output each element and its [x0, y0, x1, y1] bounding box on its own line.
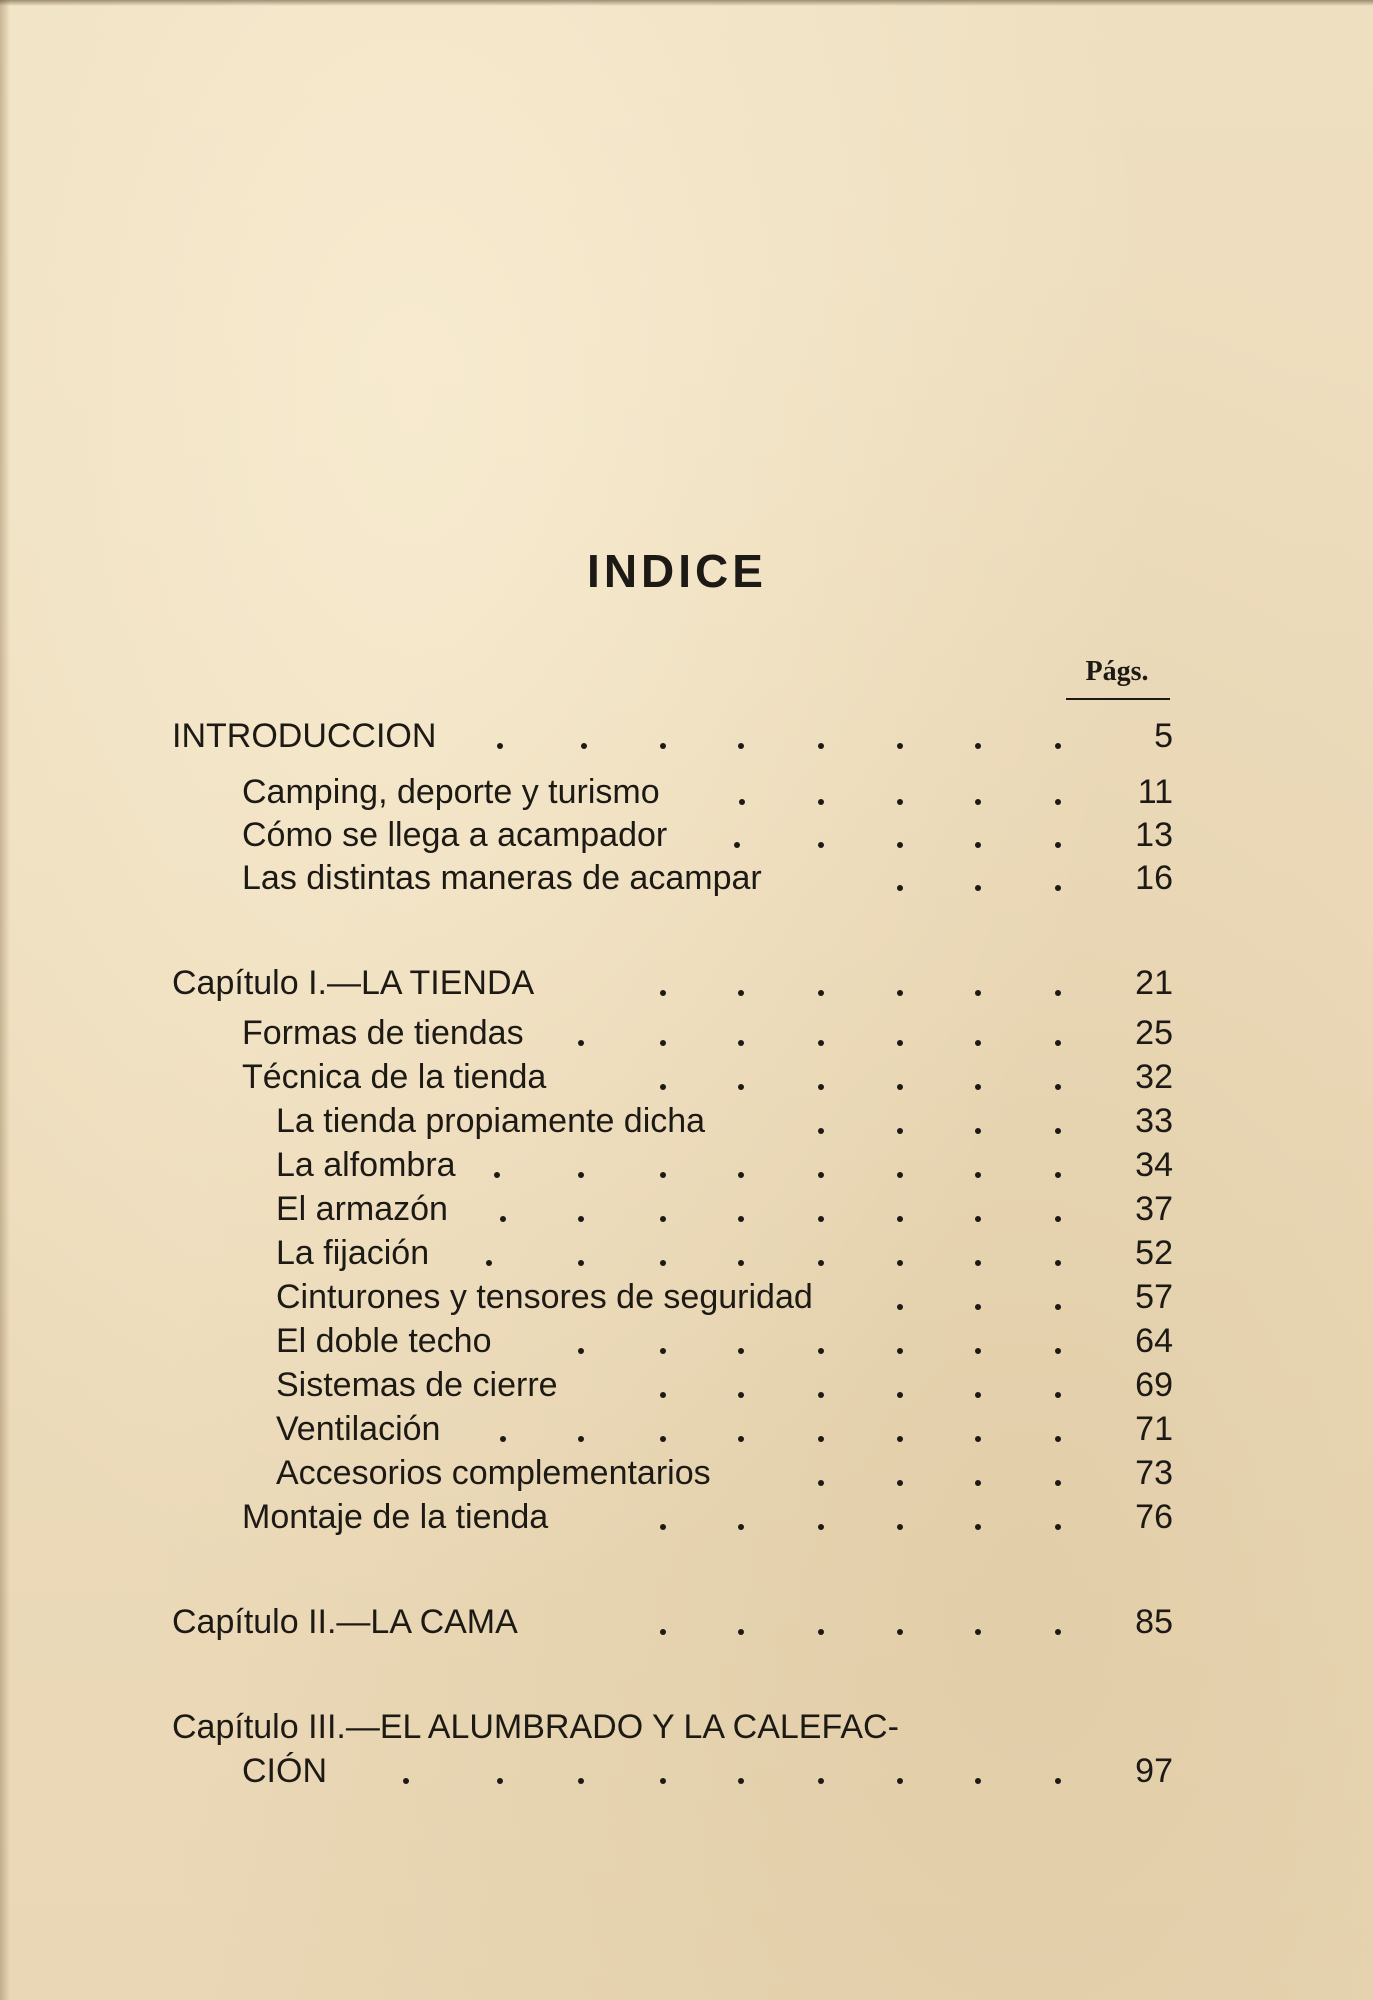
leader-dot	[975, 885, 981, 891]
leader-dot	[578, 1040, 584, 1046]
toc-entry-label: El armazón	[276, 1190, 448, 1228]
leader-dot	[818, 1392, 824, 1398]
toc-entry-doble-techo	[0, 1321, 1373, 1361]
toc-entry-alfombra	[0, 1145, 1373, 1185]
leader-dot	[818, 842, 824, 848]
leader-dot	[897, 799, 903, 805]
leader-dot	[497, 743, 503, 749]
leader-dot	[1055, 990, 1061, 996]
leader-dot	[660, 1216, 666, 1222]
leader-dot	[975, 1216, 981, 1222]
leader-dot	[738, 1392, 744, 1398]
leader-dot	[738, 990, 744, 996]
toc-entry-ventilacion	[0, 1409, 1373, 1449]
toc-entry-fijacion	[0, 1233, 1373, 1273]
toc-entry-page: 11	[1137, 773, 1173, 811]
leader-dot	[578, 1348, 584, 1354]
leader-dot	[897, 743, 903, 749]
toc-entry-page: 16	[1135, 859, 1173, 897]
leader-dot	[403, 1778, 409, 1784]
leader-dot	[897, 1172, 903, 1178]
leader-dot	[660, 1040, 666, 1046]
toc-entry-label: Montaje de la tienda	[242, 1498, 549, 1536]
leader-dot	[660, 990, 666, 996]
toc-entry-page: 32	[1135, 1058, 1173, 1096]
leader-dot	[1055, 1524, 1061, 1530]
leader-dot	[660, 1778, 666, 1784]
leader-dot	[897, 1392, 903, 1398]
leader-dot	[818, 1216, 824, 1222]
toc-entry-montaje	[0, 1497, 1373, 1537]
toc-entry-label: Formas de tiendas	[242, 1014, 524, 1052]
leader-dot	[975, 990, 981, 996]
toc-entry-page: 52	[1135, 1234, 1173, 1272]
leader-dot	[1055, 885, 1061, 891]
toc-entry-label: INTRODUCCION	[172, 717, 437, 755]
leader-dot	[897, 1040, 903, 1046]
toc-entry-label: Capítulo II.—LA CAMA	[172, 1603, 518, 1641]
page-title: INDICE	[587, 545, 767, 597]
toc-entry-page: 25	[1135, 1014, 1173, 1052]
leader-dot	[660, 1392, 666, 1398]
leader-dot	[1055, 1778, 1061, 1784]
leader-dot	[975, 743, 981, 749]
leader-dot	[975, 1524, 981, 1530]
leader-dot	[897, 842, 903, 848]
toc-entry-capitulo-1	[0, 963, 1373, 1003]
toc-entry-maneras-acampar	[0, 858, 1373, 898]
leader-dot	[897, 1436, 903, 1442]
leader-dot	[738, 1260, 744, 1266]
leader-dot	[897, 1084, 903, 1090]
leader-dot	[660, 1629, 666, 1635]
leader-dot	[975, 799, 981, 805]
leader-dot	[738, 1436, 744, 1442]
leader-dot	[975, 1348, 981, 1354]
toc-entry-label: Las distintas maneras de acampar	[242, 859, 762, 897]
toc-entry-page: 73	[1135, 1454, 1173, 1492]
toc-entry-label: La alfombra	[276, 1146, 456, 1184]
toc-entry-label: La tienda propiamente dicha	[276, 1102, 706, 1140]
leader-dot	[1055, 1216, 1061, 1222]
pages-header-rule	[1066, 698, 1170, 700]
toc-entry-label: La fijación	[276, 1234, 430, 1272]
leader-dot	[1055, 1084, 1061, 1090]
leader-dot	[660, 743, 666, 749]
leader-dot	[578, 1778, 584, 1784]
leader-dot	[1055, 799, 1061, 805]
leader-dot	[738, 1040, 744, 1046]
leader-dot	[818, 1778, 824, 1784]
leader-dot	[1055, 1260, 1061, 1266]
toc-entry-label: Ventilación	[276, 1410, 441, 1448]
leader-dot	[975, 1629, 981, 1635]
toc-entry-label: Técnica de la tienda	[242, 1058, 547, 1096]
leader-dot	[897, 1348, 903, 1354]
toc-entry-tienda-propiamente	[0, 1101, 1373, 1141]
leader-dot	[818, 1480, 824, 1486]
leader-dot	[818, 743, 824, 749]
toc-entry-label: Capítulo I.—LA TIENDA	[172, 964, 535, 1002]
leader-dot	[1055, 842, 1061, 848]
leader-dot	[660, 1524, 666, 1530]
leader-dot	[975, 1084, 981, 1090]
toc-entry-formas-tiendas	[0, 1013, 1373, 1053]
leader-dot	[660, 1348, 666, 1354]
leader-dot	[738, 743, 744, 749]
leader-dot	[1055, 1629, 1061, 1635]
leader-dot	[897, 1778, 903, 1784]
leader-dot	[897, 1480, 903, 1486]
leader-dot	[581, 743, 587, 749]
toc-entry-label: Cómo se llega a acampador	[242, 816, 668, 854]
leader-dot	[734, 842, 740, 848]
toc-entry-page: 97	[1135, 1752, 1173, 1790]
page-top-shadow	[0, 0, 1373, 6]
toc-entry-armazon	[0, 1189, 1373, 1229]
toc-entry-label: Camping, deporte y turismo	[242, 773, 660, 811]
leader-dot	[975, 1392, 981, 1398]
leader-dot	[818, 1524, 824, 1530]
leader-dot	[975, 1128, 981, 1134]
leader-dot	[897, 1629, 903, 1635]
leader-dot	[500, 1216, 506, 1222]
leader-dot	[1055, 1436, 1061, 1442]
leader-dot	[578, 1172, 584, 1178]
leader-dot	[738, 1084, 744, 1090]
toc-entry-sistemas-cierre	[0, 1365, 1373, 1405]
leader-dot	[897, 1260, 903, 1266]
toc-entry-page: 76	[1135, 1498, 1173, 1536]
leader-dot	[738, 1172, 744, 1178]
leader-dot	[818, 1260, 824, 1266]
leader-dot	[818, 1172, 824, 1178]
leader-dot	[1055, 1304, 1061, 1310]
leader-dot	[738, 1778, 744, 1784]
leader-dot	[897, 1304, 903, 1310]
leader-dot	[975, 1040, 981, 1046]
leader-dot	[818, 799, 824, 805]
toc-entry-page: 33	[1135, 1102, 1173, 1140]
leader-dot	[578, 1260, 584, 1266]
leader-dot	[818, 1348, 824, 1354]
leader-dot	[975, 1172, 981, 1178]
toc-entry-page: 69	[1135, 1366, 1173, 1404]
leader-dot	[578, 1216, 584, 1222]
leader-dot	[818, 1084, 824, 1090]
leader-dot	[975, 1778, 981, 1784]
toc-entry-page: 37	[1135, 1190, 1173, 1228]
leader-dot	[1055, 1040, 1061, 1046]
toc-entry-label: Accesorios complementarios	[276, 1454, 711, 1492]
leader-dot	[660, 1260, 666, 1266]
toc-entry-page: 13	[1135, 816, 1173, 854]
leader-dot	[1055, 1392, 1061, 1398]
toc-entry-page: 21	[1135, 964, 1173, 1002]
leader-dot	[975, 1436, 981, 1442]
toc-entry-camping	[0, 772, 1373, 812]
toc-entry-label: Cinturones y tensores de seguridad	[276, 1278, 813, 1316]
toc-entry-cinturones	[0, 1277, 1373, 1317]
leader-dot	[739, 799, 745, 805]
toc-entry-page: 64	[1135, 1322, 1173, 1360]
leader-dot	[897, 1524, 903, 1530]
toc-entry-label: Sistemas de cierre	[276, 1366, 558, 1404]
toc-entry-capitulo-3-line2	[0, 1751, 1373, 1791]
leader-dot	[1055, 1128, 1061, 1134]
toc-entry-capitulo-2	[0, 1602, 1373, 1642]
leader-dot	[975, 842, 981, 848]
toc-entry-label: El doble techo	[276, 1322, 492, 1360]
toc-entry-como-se-llega	[0, 815, 1373, 855]
leader-dot	[738, 1524, 744, 1530]
leader-dot	[1055, 1480, 1061, 1486]
leader-dot	[738, 1348, 744, 1354]
toc-entry-page: 85	[1135, 1603, 1173, 1641]
leader-dot	[660, 1436, 666, 1442]
leader-dot	[897, 990, 903, 996]
toc-entry-page: 57	[1135, 1278, 1173, 1316]
leader-dot	[500, 1436, 506, 1442]
leader-dot	[578, 1436, 584, 1442]
leader-dot	[975, 1304, 981, 1310]
leader-dot	[818, 1128, 824, 1134]
leader-dot	[975, 1480, 981, 1486]
leader-dot	[818, 1629, 824, 1635]
leader-dot	[660, 1172, 666, 1178]
toc-entry-page: 34	[1135, 1146, 1173, 1184]
toc-entry-label: CIÓN	[242, 1752, 327, 1790]
leader-dot	[897, 1216, 903, 1222]
toc-entry-tecnica-tienda	[0, 1057, 1373, 1097]
leader-dot	[818, 990, 824, 996]
toc-entry-page: 71	[1135, 1410, 1173, 1448]
leader-dot	[738, 1216, 744, 1222]
leader-dot	[660, 1084, 666, 1090]
leader-dot	[497, 1778, 503, 1784]
leader-dot	[975, 1260, 981, 1266]
toc-entry-capitulo-3-line1: Capítulo III.—EL ALUMBRADO Y LA CALEFAC-	[172, 1708, 899, 1746]
leader-dot	[818, 1040, 824, 1046]
toc-entry-introduccion	[0, 716, 1373, 756]
leader-dot	[1055, 1348, 1061, 1354]
leader-dot	[494, 1172, 500, 1178]
leader-dot	[897, 885, 903, 891]
leader-dot	[897, 1128, 903, 1134]
leader-dot	[818, 1436, 824, 1442]
toc-entry-page: 5	[1154, 717, 1173, 755]
leader-dot	[738, 1629, 744, 1635]
leader-dot	[486, 1260, 492, 1266]
pages-column-header: Págs.	[1085, 656, 1149, 687]
toc-entry-accesorios	[0, 1453, 1373, 1493]
leader-dot	[1055, 1172, 1061, 1178]
leader-dot	[1055, 743, 1061, 749]
